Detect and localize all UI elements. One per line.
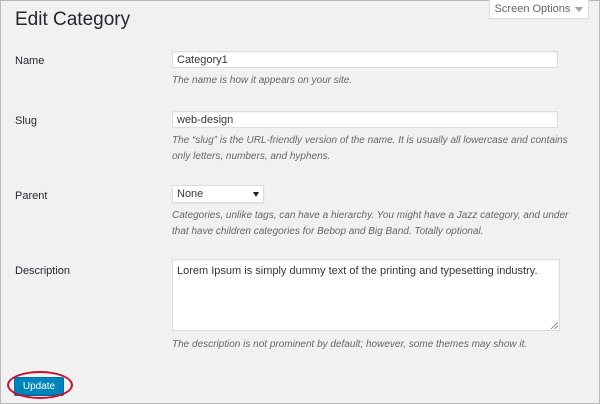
parent-select-value: None bbox=[177, 188, 204, 200]
name-label: Name bbox=[15, 55, 45, 67]
page-title: Edit Category bbox=[15, 9, 131, 30]
parent-help: Categories, unlike tags, can have a hierarchy. You might have a Jazz category, and under that have children categories for Bebop and Big Band. Totally optional. bbox=[172, 210, 569, 237]
parent-select[interactable] bbox=[172, 185, 264, 203]
screen-options-label: Screen Options bbox=[494, 3, 571, 15]
resize-grip-icon[interactable] bbox=[551, 322, 558, 329]
slug-label: Slug bbox=[15, 115, 38, 127]
name-help: The name is how it appears on your site. bbox=[172, 75, 353, 86]
screen-options-button[interactable] bbox=[489, 0, 589, 19]
description-textarea[interactable] bbox=[172, 259, 560, 331]
slug-input[interactable]: web-design bbox=[172, 111, 558, 128]
update-button[interactable]: Update bbox=[14, 377, 64, 395]
slug-help: The “slug” is the URL-friendly version of the name. It is usually all lowercase and contains only letters, numbers, and hyphens. bbox=[172, 135, 568, 162]
parent-label: Parent bbox=[15, 190, 48, 202]
name-input[interactable]: Category1 bbox=[172, 51, 558, 68]
description-label: Description bbox=[15, 265, 71, 277]
dropdown-arrow-icon bbox=[253, 192, 259, 197]
description-text: Lorem Ipsum is simply dummy text of the printing and typesetting industry. bbox=[177, 265, 538, 277]
description-help: The description is not prominent by default; however, some themes may show it. bbox=[172, 339, 528, 350]
caret-down-icon bbox=[575, 7, 583, 12]
